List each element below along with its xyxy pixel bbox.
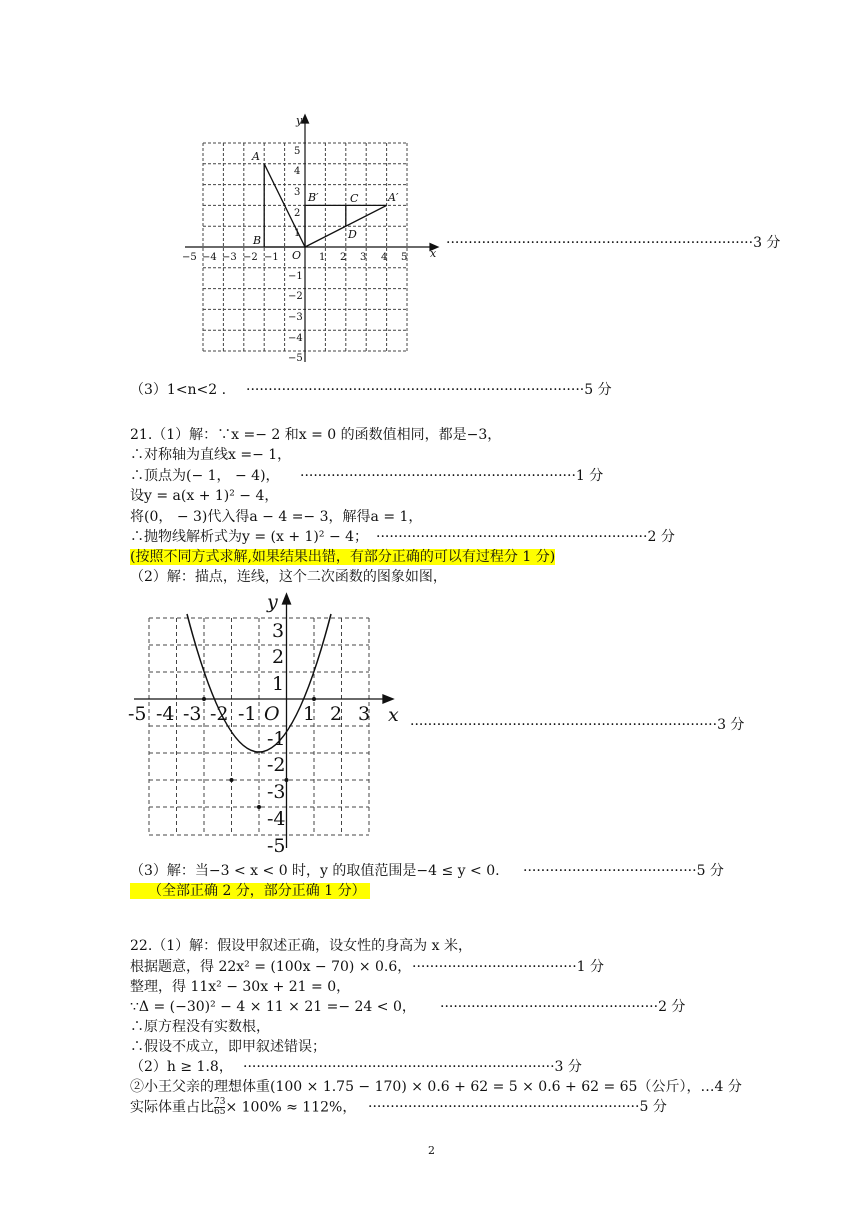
point-b-prime-label: B′ <box>308 191 319 204</box>
tick-x: -1 <box>238 703 257 725</box>
fraction-numerator: 73 <box>214 1097 226 1107</box>
graph2-score-line: ·····································································3 分 <box>410 717 745 733</box>
q21-note-1 <box>130 548 555 566</box>
q21-part3-score: 5 分 <box>696 863 724 879</box>
tick-y: -4 <box>267 808 286 830</box>
q22-line-5: ∴原方程没有实数根， <box>130 1019 270 1035</box>
tick-y: 1 <box>272 673 285 695</box>
q22-line-2: 根据题意，得 22x² = (100x − 70) × 0.6， <box>130 959 412 975</box>
tick-x: -5 <box>128 703 147 725</box>
q21-line-1: 21.（1）解：∵x =− 2 和x = 0 的函数值相同，都是−3， <box>130 427 502 443</box>
q22-line-7-score-line: ······································································3 分 <box>243 1059 582 1075</box>
graph1-score: 3 分 <box>753 235 781 251</box>
q21-line-3-score-line: ······························································1 分 <box>300 468 604 484</box>
fraction-denominator: 65 <box>214 1107 226 1117</box>
graph1-x-label: x <box>430 247 437 260</box>
q22-line-9 <box>130 1098 356 1117</box>
tick-x: −3 <box>222 252 237 263</box>
graph2-score: 3 分 <box>717 717 745 733</box>
q22-line-9-prefix: 实际体重占比 <box>130 1099 214 1116</box>
graph1-y-label: y <box>296 114 303 127</box>
tick-y: 2 <box>272 646 285 668</box>
tick-x: 2 <box>330 703 343 725</box>
tick-x: 3 <box>358 703 371 725</box>
tick-x: -2 <box>210 703 229 725</box>
graph2-y-label: y <box>267 591 278 613</box>
q22-line-6: ∴假设不成立，即甲叙述错误； <box>130 1039 326 1055</box>
q21-line-2: ∴对称轴为直线x =− 1， <box>130 447 292 463</box>
tick-x: 4 <box>381 252 388 263</box>
tick-y: −2 <box>288 291 303 302</box>
tick-y: −1 <box>288 271 303 282</box>
q22-line-3: 整理，得 11x² − 30x + 21 = 0， <box>130 979 351 995</box>
point-b-label: B <box>253 234 262 247</box>
tick-y: −4 <box>288 333 303 344</box>
q22-line-4-score: 2 分 <box>658 999 686 1015</box>
tick-y: 2 <box>294 208 301 219</box>
tick-y: −5 <box>288 353 303 364</box>
q21-part3-score-line: ·······································5 分 <box>523 863 724 879</box>
q21-note-1-text: (按照不同方式求解,如果结果出错，有部分正确的可以有过程分 1 分) <box>130 549 556 565</box>
graph2-origin: O <box>264 703 280 725</box>
tick-x: −4 <box>202 252 217 263</box>
q22-line-1: 22.（1）解：假设甲叙述正确，设女性的身高为 x 米， <box>130 938 472 954</box>
q21-part3: （3）解：当−3 < x < 0 时，y 的取值范围是−4 ≤ y < 0. <box>130 863 500 879</box>
q22-line-9-score: 5 分 <box>639 1099 667 1115</box>
tick-y: 5 <box>294 146 301 157</box>
graph1-origin: O <box>292 249 302 262</box>
tick-x: -4 <box>156 703 175 725</box>
graph-1 <box>180 112 450 372</box>
q22-line-2-score-line: ·····································1 分 <box>412 959 605 975</box>
tick-x: 3 <box>360 252 367 263</box>
tick-x: -3 <box>183 703 202 725</box>
q21-line-5: 将(0， − 3)代入得a − 4 =− 3，解得a = 1， <box>130 509 423 525</box>
q21-line-6-score: 2 分 <box>647 529 675 545</box>
q21-note-2 <box>130 882 370 900</box>
q22-line-7-score: 3 分 <box>554 1059 582 1075</box>
tick-y: −3 <box>288 312 303 323</box>
q22-line-4: ∵Δ = (−30)² − 4 × 11 × 21 =− 24 < 0， <box>130 999 416 1015</box>
q20-part3 <box>130 381 226 399</box>
q21-line-3: ∴顶点为(− 1， − 4)， <box>130 468 280 484</box>
tick-y: -2 <box>267 754 286 776</box>
tick-x: 5 <box>401 252 408 263</box>
tick-y: -3 <box>267 781 286 803</box>
q22-line-4-score-line: ·················································2 分 <box>440 999 686 1015</box>
q22-line-9-suffix: × 100% ≈ 112%， <box>225 1099 357 1116</box>
q20-part3-score-line: ············································································5 分 <box>246 382 612 398</box>
fraction <box>214 1098 225 1117</box>
q21-line-6: ∴抛物线解析式为y = (x + 1)² − 4； <box>130 529 369 545</box>
q21-line-4: 设y = a(x + 1)² − 4， <box>130 488 279 504</box>
tick-x: 1 <box>319 252 326 263</box>
graph2-x-label: x <box>388 704 399 726</box>
tick-x: 1 <box>303 703 316 725</box>
q21-part2: （2）解：描点，连线，这个二次函数的图象如图， <box>130 569 447 585</box>
q20-part3-score: 5 分 <box>584 382 612 398</box>
q21-note-2-text: （全部正确 2 分，部分正确 1 分） <box>130 883 370 899</box>
q22-line-9-score-line: ·····························································5 分 <box>368 1099 667 1115</box>
q22-line-8: ②小王父亲的理想体重(100 × 1.75 − 170) × 0.6 + 62 = 5 × 0.6 + 62 = 65（公斤），…4 分 <box>130 1079 742 1095</box>
graph1-score-line: ·····································································3 分 <box>446 235 781 251</box>
graph-2 <box>126 590 406 858</box>
page-number: 2 <box>428 1144 435 1157</box>
point-c-label: C <box>350 192 359 205</box>
q22-line-2-score: 1 分 <box>576 959 605 975</box>
q21-line-3-score: 1 分 <box>575 468 604 484</box>
tick-x: −1 <box>264 252 279 263</box>
q21-line-6-score-line: ·····························································2 分 <box>376 529 675 545</box>
tick-y: -5 <box>267 835 286 857</box>
tick-y: 4 <box>294 166 301 177</box>
q20-part3-text: （3）1<n<2 . <box>130 382 227 398</box>
q22-line-7: （2）h ≥ 1.8， <box>130 1059 233 1075</box>
tick-x: 2 <box>340 252 347 263</box>
tick-y: 1 <box>294 228 301 239</box>
tick-y: 3 <box>272 620 285 642</box>
point-a-prime-label: A′ <box>388 191 399 204</box>
point-a-label: A <box>252 150 260 163</box>
tick-y: -1 <box>267 728 286 750</box>
tick-y: 3 <box>294 187 301 198</box>
point-d-label: D <box>348 228 357 241</box>
tick-x: −5 <box>182 252 197 263</box>
tick-x: −2 <box>243 252 258 263</box>
